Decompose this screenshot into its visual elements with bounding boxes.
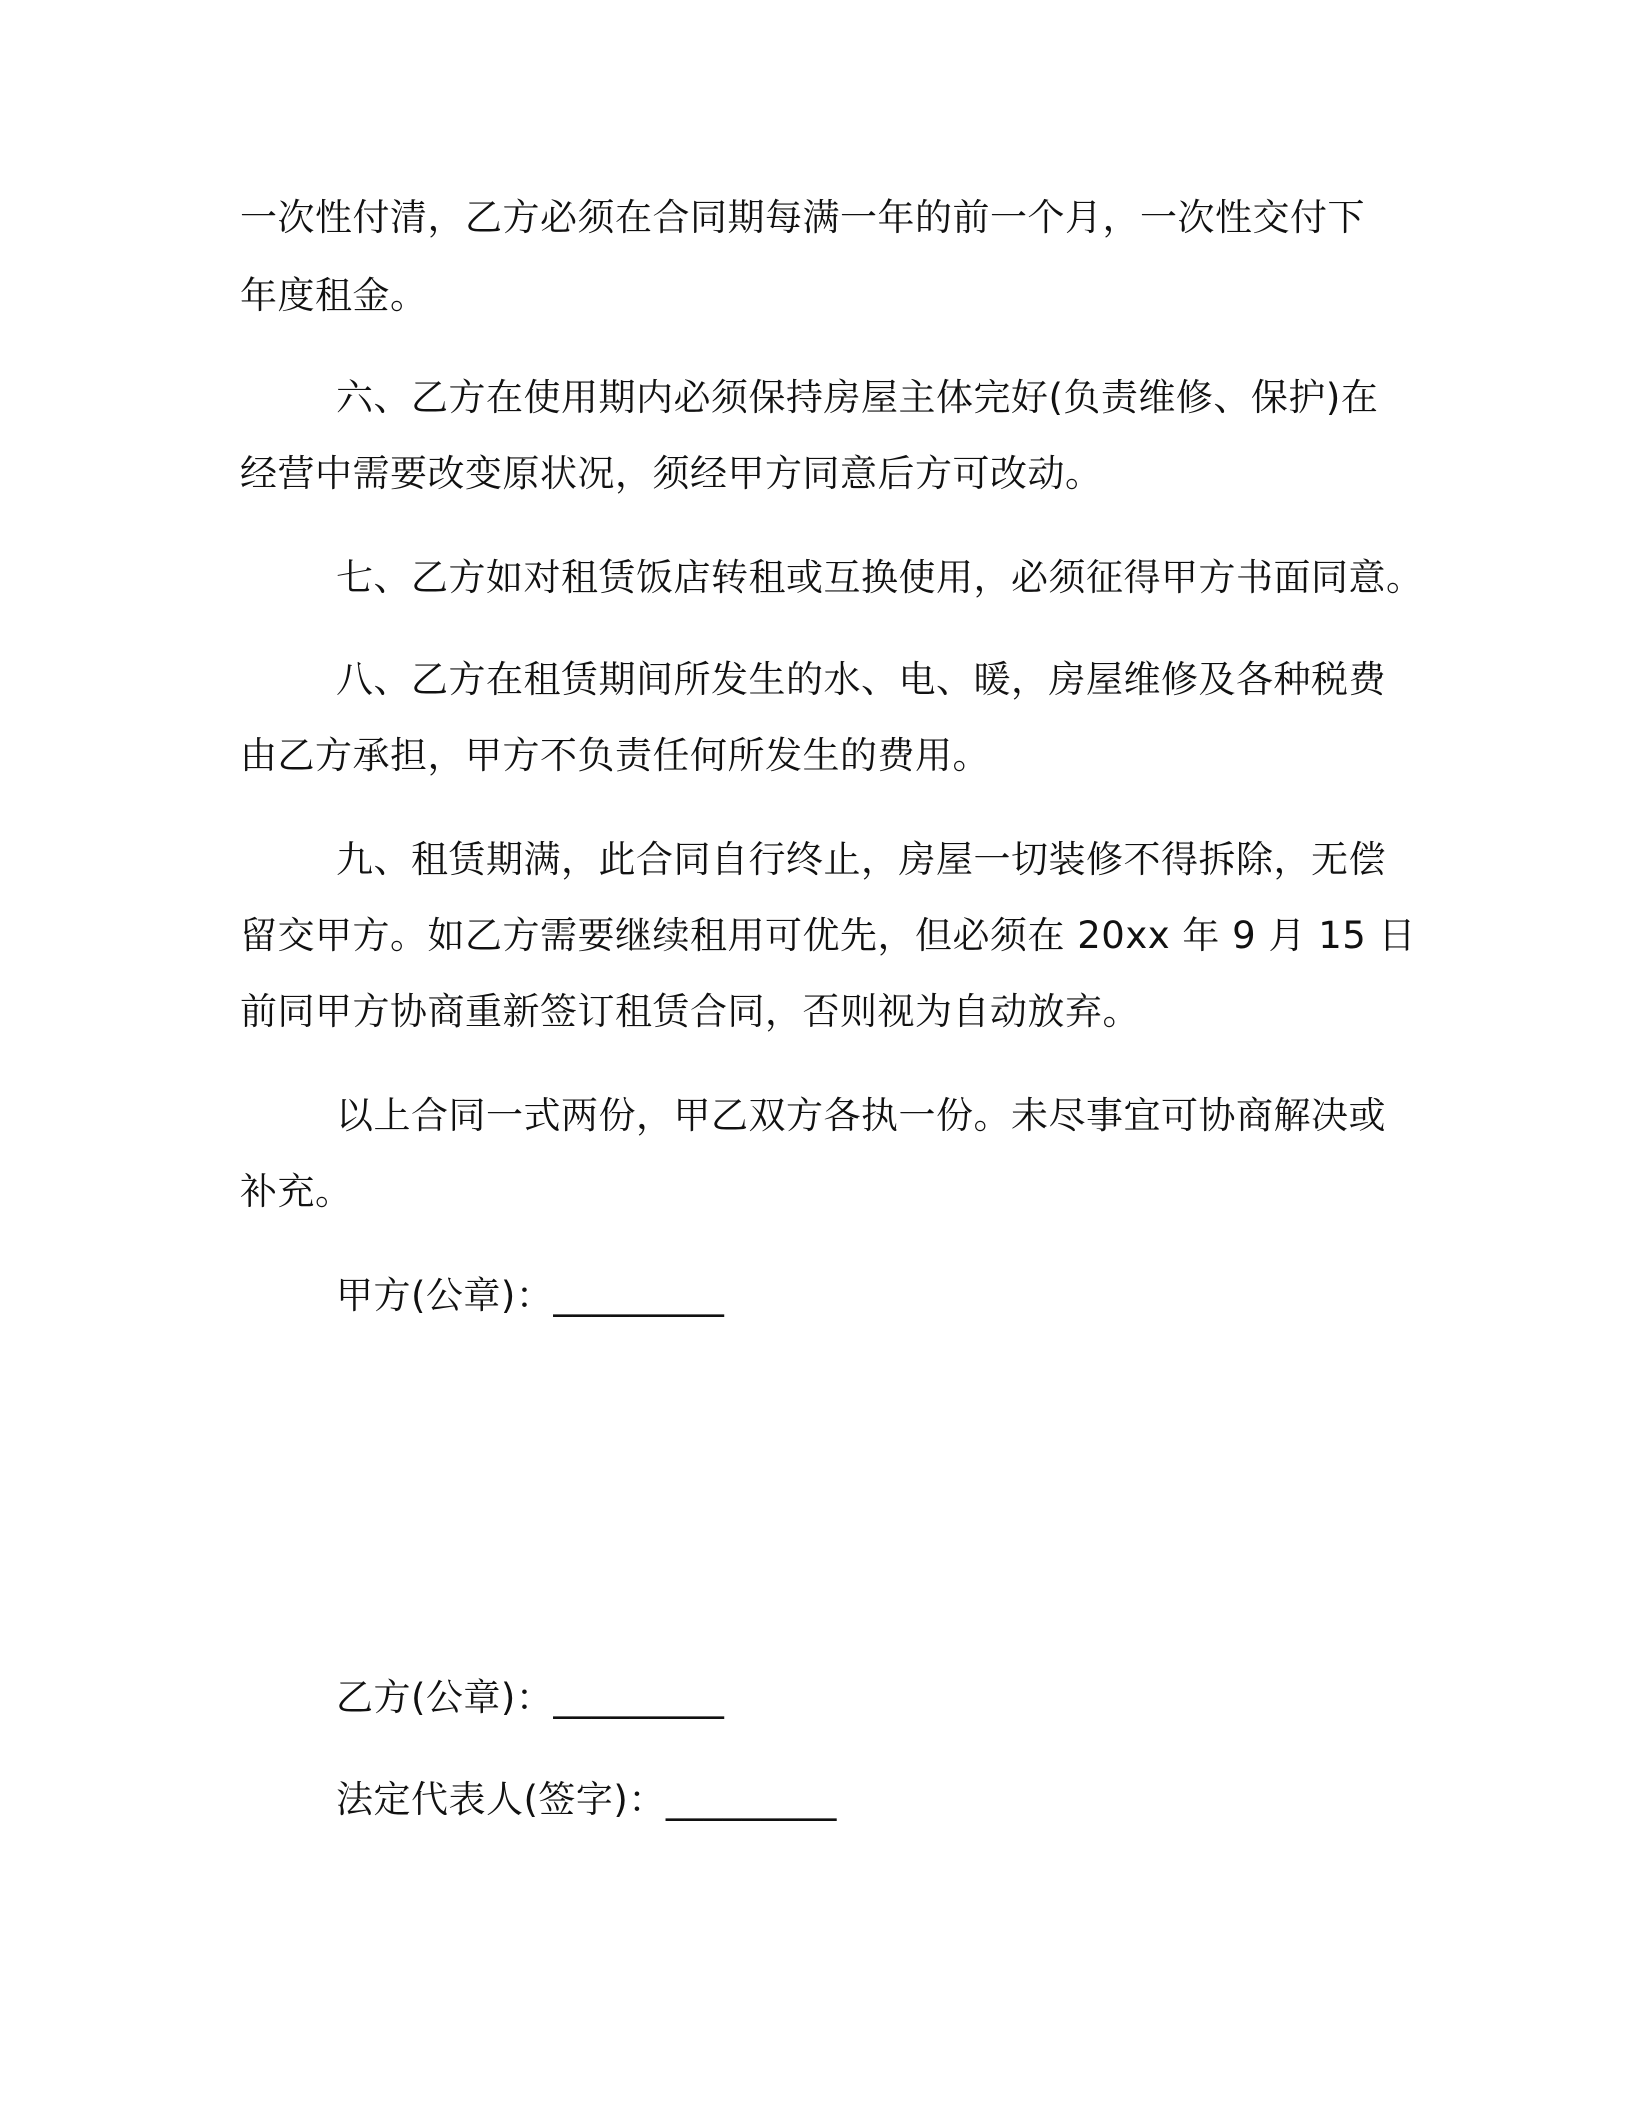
clause-seven-line-1: 七、乙方如对租赁饭店转租或互换使用，必须征得甲方书面同意。	[336, 556, 1424, 599]
clause-five-continued-line-2: 年度租金。	[240, 274, 428, 317]
closing-line-2: 补充。	[240, 1170, 353, 1213]
clause-six-line-1: 六、乙方在使用期内必须保持房屋主体完好(负责维修、保护)在	[336, 376, 1379, 419]
closing-line-1: 以上合同一式两份，甲乙双方各执一份。未尽事宜可协商解决或	[336, 1094, 1386, 1137]
party-b-seal-line: 乙方(公章)：_________	[336, 1676, 725, 1719]
clause-nine-line-1: 九、租赁期满，此合同自行终止，房屋一切装修不得拆除，无偿	[336, 838, 1386, 881]
clause-eight-line-2: 由乙方承担，甲方不负责任何所发生的费用。	[240, 734, 990, 777]
clause-eight-line-1: 八、乙方在租赁期间所发生的水、电、暖，房屋维修及各种税费	[336, 658, 1386, 701]
clause-nine-line-3: 前同甲方协商重新签订租赁合同，否则视为自动放弃。	[240, 990, 1140, 1033]
clause-five-continued-line-1: 一次性付清，乙方必须在合同期每满一年的前一个月，一次性交付下	[240, 196, 1365, 239]
clause-nine-line-2: 留交甲方。如乙方需要继续租用可优先，但必须在 20xx 年 9 月 15 日	[240, 914, 1417, 957]
clause-six-line-2: 经营中需要改变原状况，须经甲方同意后方可改动。	[240, 452, 1103, 495]
party-a-seal-line: 甲方(公章)：_________	[336, 1274, 725, 1317]
legal-representative-signature-line: 法定代表人(签字)：_________	[336, 1778, 837, 1821]
